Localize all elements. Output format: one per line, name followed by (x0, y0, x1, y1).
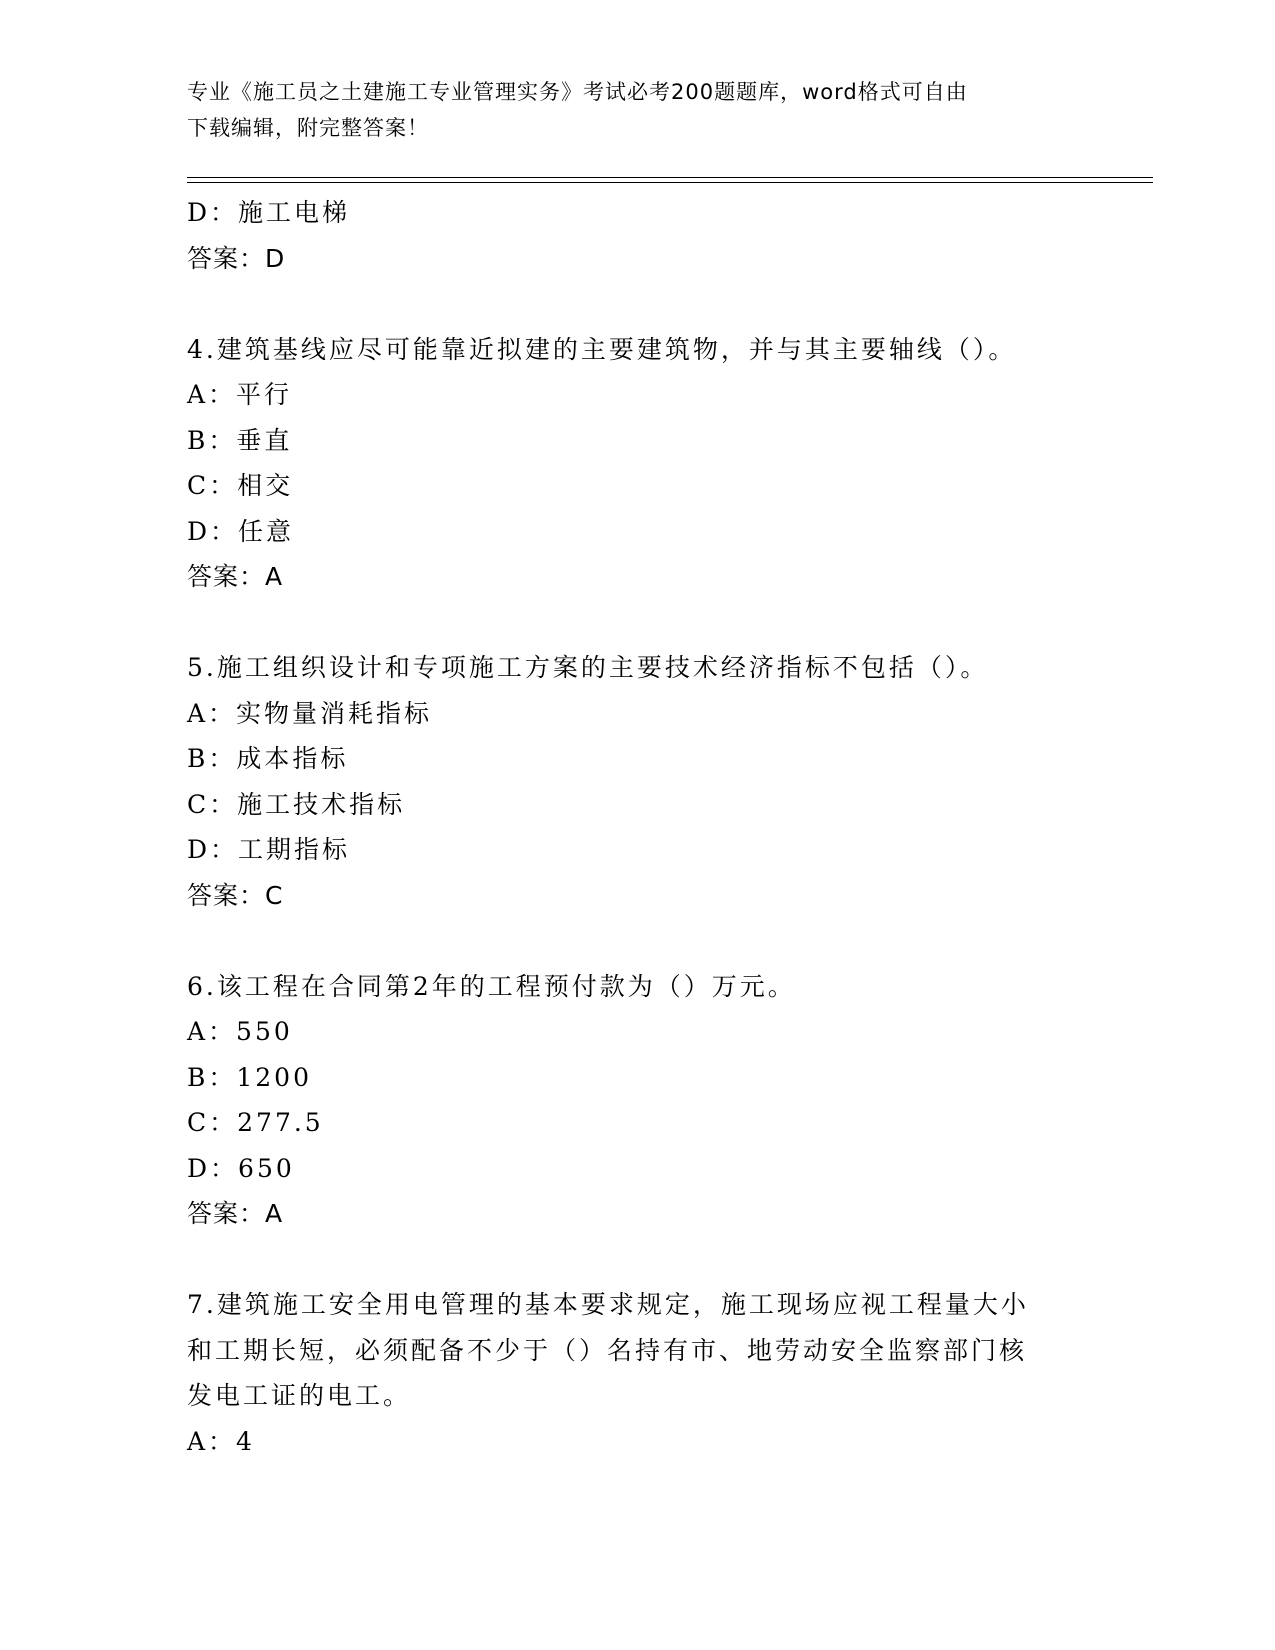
answer-line: 答案：A (187, 1199, 284, 1228)
answer-line: 答案：A (187, 562, 284, 591)
option-d: D：工期指标 (187, 835, 351, 864)
answer-line: 答案：C (187, 880, 284, 910)
question-5 (187, 645, 1067, 918)
option-b: B：1200 (187, 1062, 312, 1092)
option-d: D：650 (187, 1153, 295, 1183)
question-stem: 6.该工程在合同第2年的工程预付款为（）万元。 (187, 971, 796, 1001)
option-d: D：施工电梯 (187, 198, 351, 227)
header-divider-top (187, 177, 1153, 178)
option-a: A：4 (187, 1426, 255, 1456)
option-b: B：垂直 (187, 425, 293, 455)
question-stem-line-3: 发电工证的电工。 (187, 1381, 412, 1410)
answer-line: 答案：D (187, 243, 286, 273)
spacer (187, 1237, 1067, 1283)
option-a: A：550 (187, 1017, 293, 1046)
spacer (187, 918, 1067, 964)
question-6 (187, 964, 1067, 1237)
question-list (187, 190, 1067, 1464)
option-c: C：相交 (187, 471, 294, 500)
question-stem: 5.施工组织设计和专项施工方案的主要技术经济指标不包括（）。 (187, 653, 989, 682)
option-a: A：平行 (187, 380, 293, 409)
option-b: B：成本指标 (187, 744, 349, 773)
question-3-tail (187, 190, 1067, 281)
spacer (187, 600, 1067, 646)
header-line-2: 下载编辑，附完整答案！ (187, 116, 429, 140)
option-d: D：任意 (187, 516, 295, 546)
option-c: C：277.5 (187, 1108, 324, 1137)
question-4 (187, 327, 1067, 600)
question-stem-line-2: 和工期长短，必须配备不少于（）名持有市、地劳动安全监察部门核 (187, 1335, 1028, 1365)
option-a: A：实物量消耗指标 (187, 698, 433, 728)
question-stem-line-1: 7.建筑施工安全用电管理的基本要求规定，施工现场应视工程量大小 (187, 1290, 1029, 1319)
header-line-1: 专业《施工员之土建施工专业管理实务》考试必考200题题库，word格式可自由 (187, 80, 968, 104)
question-stem: 4.建筑基线应尽可能靠近拟建的主要建筑物，并与其主要轴线（）。 (187, 334, 1017, 364)
header-divider-bottom (187, 182, 1153, 183)
question-7 (187, 1282, 1067, 1464)
option-c: C：施工技术指标 (187, 789, 406, 819)
document-header (187, 74, 1067, 146)
spacer (187, 281, 1067, 327)
